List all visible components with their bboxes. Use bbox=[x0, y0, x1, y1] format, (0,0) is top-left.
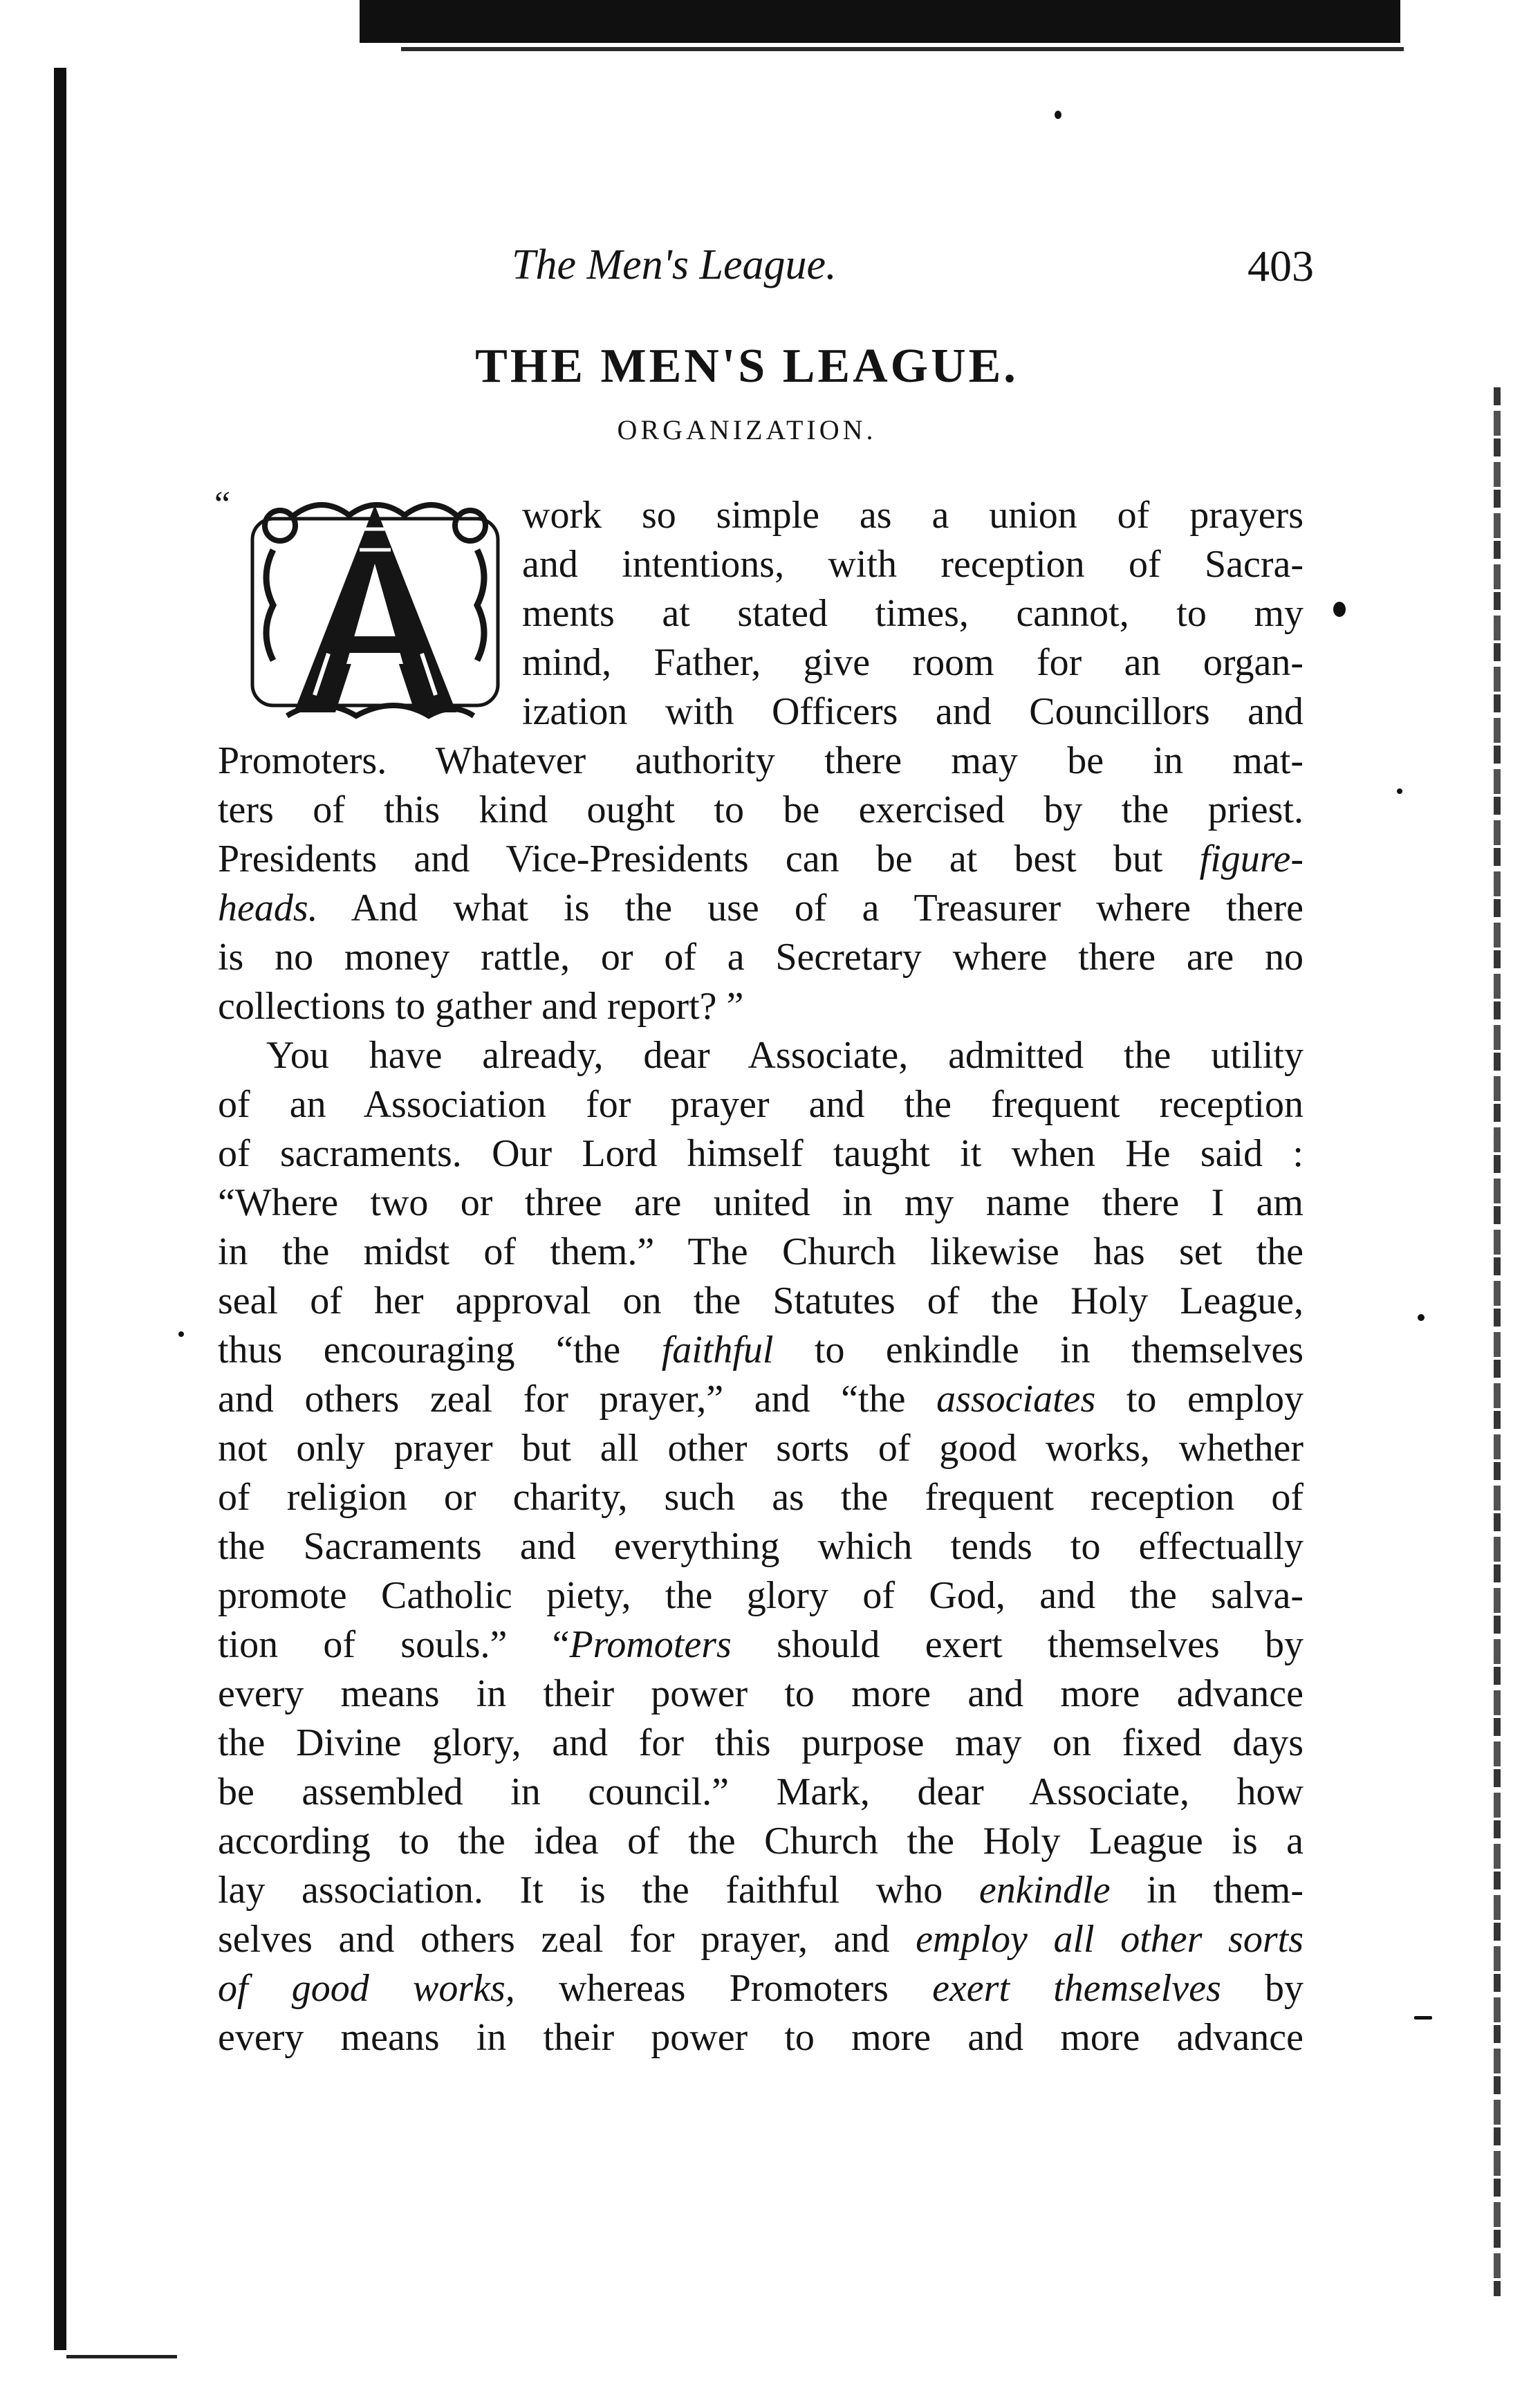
italic-text: figure- bbox=[1199, 838, 1304, 880]
text-line bbox=[218, 1571, 1304, 1620]
text-segment: to enkindle in themselves bbox=[773, 1329, 1304, 1371]
text-line bbox=[218, 1522, 1304, 1571]
text-segment: of an Association for prayer and the frequent reception bbox=[218, 1083, 1304, 1126]
text-segment: thus encouraging “the bbox=[218, 1329, 662, 1371]
text-line bbox=[266, 1031, 1304, 1080]
text-line bbox=[218, 835, 1304, 883]
text-line bbox=[218, 2013, 1304, 2062]
text-segment: work so simple as a union of prayers bbox=[522, 494, 1304, 537]
text-line bbox=[522, 589, 1304, 638]
italic-text: enkindle bbox=[978, 1869, 1111, 1912]
text-segment: to employ bbox=[1095, 1378, 1304, 1421]
text-segment: every means in their power to more and more advance bbox=[218, 2016, 1304, 2059]
text-segment: be assembled in council.” Mark, dear Associate, how bbox=[218, 1771, 1304, 1813]
text-line bbox=[218, 1277, 1304, 1325]
text-line bbox=[218, 1179, 1304, 1227]
text-line bbox=[218, 1228, 1304, 1276]
italic-text: faithful bbox=[661, 1329, 774, 1371]
text-segment: in the midst of them.” The Church likewise has set the bbox=[218, 1230, 1304, 1273]
text-segment: ters of this kind ought to be exercised by the priest. bbox=[218, 788, 1304, 831]
text-segment: of religion or charity, such as the frequent reception of bbox=[218, 1476, 1304, 1519]
scan-speck bbox=[1418, 1314, 1425, 1321]
italic-text: employ all other sorts bbox=[916, 1918, 1304, 1961]
text-segment: Presidents and Vice-Presidents can be at best but bbox=[218, 838, 1200, 880]
running-head-title: The Men's League. bbox=[512, 241, 837, 288]
italic-text: exert themselves bbox=[932, 1967, 1221, 2010]
text-line bbox=[218, 1866, 1304, 1914]
italic-text: of good works, bbox=[218, 1967, 515, 2010]
text-segment: is no money rattle, or of a Secretary where there are no bbox=[218, 936, 1304, 979]
text-segment: selves and others zeal for prayer, and bbox=[218, 1918, 916, 1961]
text-line bbox=[218, 1670, 1304, 1718]
text-line bbox=[218, 1817, 1304, 1865]
text-line bbox=[218, 884, 1304, 932]
text-line bbox=[218, 1768, 1304, 1816]
text-segment: promote Catholic piety, the glory of God, and the salva- bbox=[218, 1574, 1304, 1617]
scan-speck bbox=[1055, 111, 1061, 119]
text-line bbox=[218, 1080, 1304, 1129]
text-segment: tion of souls.” “ bbox=[218, 1623, 570, 1666]
scan-speck bbox=[1397, 788, 1402, 794]
italic-text: associates bbox=[936, 1378, 1096, 1421]
section-subtitle: ORGANIZATION. bbox=[617, 414, 877, 445]
text-line bbox=[218, 1620, 1304, 1669]
text-line bbox=[218, 1719, 1304, 1767]
article-title: THE MEN'S LEAGUE. bbox=[475, 340, 1019, 393]
text-segment: and others zeal for prayer,” and “the bbox=[218, 1378, 937, 1421]
text-segment: every means in their power to more and more advance bbox=[218, 1672, 1304, 1715]
text-line bbox=[522, 491, 1304, 539]
text-line bbox=[218, 1326, 1304, 1374]
text-segment: in them- bbox=[1110, 1869, 1304, 1912]
text-segment: collections to gather and report? ” bbox=[218, 985, 744, 1028]
page-number: 403 bbox=[1247, 241, 1314, 290]
opening-quote-mark: “ bbox=[214, 485, 231, 524]
ornamental-A-icon bbox=[245, 488, 505, 743]
text-segment: “Where two or three are united in my name there I am bbox=[218, 1181, 1304, 1224]
text-segment: ization with Officers and Councillors and bbox=[522, 690, 1304, 733]
drop-cap-ornament bbox=[245, 488, 505, 743]
text-line bbox=[218, 1473, 1304, 1522]
text-segment: of sacraments. Our Lord himself taught it when He said : bbox=[218, 1132, 1304, 1175]
scan-top-edge bbox=[401, 47, 1404, 51]
text-line bbox=[218, 786, 1304, 834]
text-segment: the Divine glory, and for this purpose may on fixed days bbox=[218, 1721, 1304, 1764]
scan-speck bbox=[178, 1331, 184, 1337]
text-segment: whereas Promoters bbox=[514, 1967, 933, 2010]
text-segment: by bbox=[1221, 1967, 1304, 2010]
text-segment: the Sacraments and everything which tends to effectually bbox=[218, 1525, 1304, 1568]
text-segment: should exert themselves by bbox=[731, 1623, 1304, 1666]
text-segment: and intentions, with reception of Sacra- bbox=[522, 543, 1304, 586]
text-segment: seal of her approval on the Statutes of the Holy League, bbox=[218, 1279, 1304, 1322]
scan-right-edge bbox=[1494, 387, 1501, 2296]
text-segment: You have already, dear Associate, admitted the utility bbox=[266, 1034, 1304, 1077]
scan-left-border bbox=[54, 68, 66, 2350]
text-segment: ments at stated times, cannot, to my bbox=[522, 592, 1304, 635]
text-segment: lay association. It is the faithful who bbox=[218, 1869, 979, 1912]
text-segment: Promoters. Whatever authority there may be in mat- bbox=[218, 739, 1304, 782]
text-segment: mind, Father, give room for an organ- bbox=[522, 641, 1304, 684]
text-line bbox=[218, 1375, 1304, 1423]
text-line bbox=[218, 1964, 1304, 2013]
italic-text: Promoters bbox=[569, 1623, 732, 1666]
scan-top-border bbox=[360, 0, 1400, 43]
scan-speck bbox=[1414, 2016, 1432, 2020]
text-line bbox=[218, 737, 1304, 785]
text-line bbox=[218, 982, 1304, 1031]
text-line bbox=[522, 638, 1304, 687]
text-line bbox=[522, 540, 1304, 589]
text-line bbox=[218, 1129, 1304, 1178]
text-line bbox=[218, 1915, 1304, 1963]
text-segment: according to the idea of the Church the Holy League is a bbox=[218, 1820, 1304, 1863]
text-segment: not only prayer but all other sorts of good works, whether bbox=[218, 1427, 1304, 1470]
text-line bbox=[522, 687, 1304, 736]
running-head bbox=[498, 241, 1314, 296]
text-segment: And what is the use of a Treasurer where there bbox=[317, 887, 1304, 930]
scan-speck bbox=[1333, 602, 1346, 617]
text-line bbox=[218, 1424, 1304, 1472]
text-line bbox=[218, 933, 1304, 981]
scan-bottom-edge bbox=[66, 2355, 177, 2358]
italic-text: heads. bbox=[218, 887, 318, 930]
